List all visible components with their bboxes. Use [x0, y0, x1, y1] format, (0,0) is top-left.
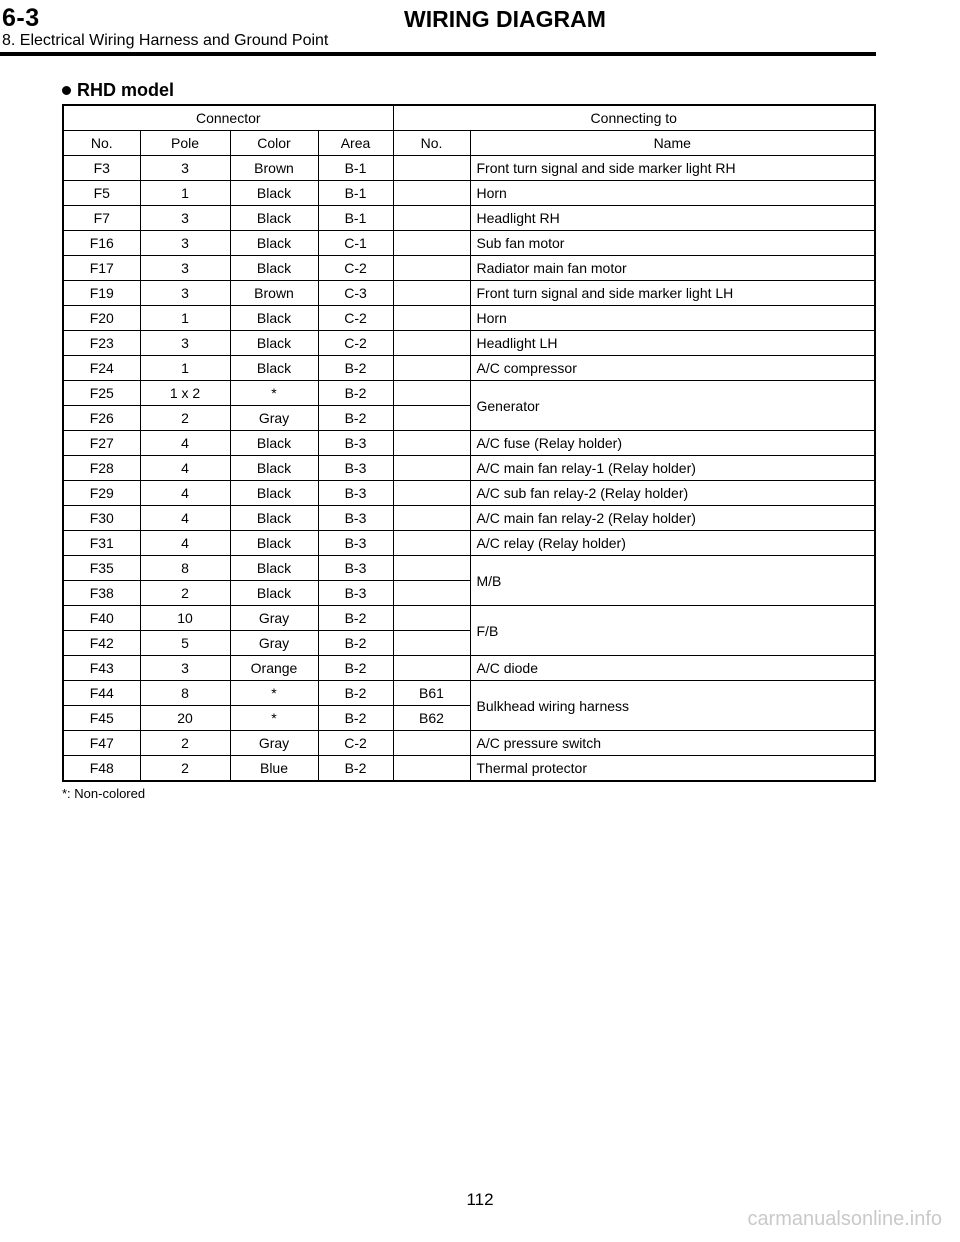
footnote: *: Non-colored: [62, 786, 146, 801]
cell-color: Black: [230, 231, 318, 256]
cell-color: Brown: [230, 281, 318, 306]
cell-to-no: [393, 281, 470, 306]
cell-area: C-1: [318, 231, 393, 256]
cell-to-no: [393, 481, 470, 506]
cell-area: B-2: [318, 606, 393, 631]
table-row: [63, 181, 875, 206]
cell-no: F17: [63, 256, 140, 281]
section-heading: [62, 80, 174, 101]
cell-area: B-3: [318, 431, 393, 456]
page-number: 112: [466, 1190, 494, 1209]
column-header-row: [63, 131, 875, 156]
cell-to-no: [393, 606, 470, 631]
cell-name: Generator: [470, 381, 875, 431]
cell-no: F7: [63, 206, 140, 231]
cell-to-no: [393, 206, 470, 231]
cell-to-no: [393, 731, 470, 756]
column-header-pole: Pole: [140, 131, 230, 156]
table-row: [63, 506, 875, 531]
cell-no: F40: [63, 606, 140, 631]
cell-to-no: [393, 306, 470, 331]
cell-name: A/C sub fan relay-2 (Relay holder): [470, 481, 875, 506]
cell-pole: 1: [140, 356, 230, 381]
cell-pole: 3: [140, 281, 230, 306]
cell-to-no: [393, 556, 470, 581]
cell-color: *: [230, 681, 318, 706]
cell-color: Black: [230, 356, 318, 381]
table-row: [63, 681, 875, 706]
cell-no: F25: [63, 381, 140, 406]
cell-to-no: [393, 431, 470, 456]
table-row: [63, 556, 875, 581]
table-row: [63, 306, 875, 331]
cell-no: F20: [63, 306, 140, 331]
table-row: [63, 381, 875, 406]
table-row: [63, 756, 875, 782]
cell-color: Black: [230, 556, 318, 581]
column-header-name: Name: [470, 131, 875, 156]
page-subtitle: 8. Electrical Wiring Harness and Ground Point: [2, 32, 329, 49]
cell-to-no: [393, 756, 470, 782]
table-row: [63, 281, 875, 306]
cell-pole: 8: [140, 681, 230, 706]
table-row: [63, 606, 875, 631]
section-heading-text: RHD model: [77, 80, 175, 100]
cell-to-no: [393, 631, 470, 656]
cell-color: Orange: [230, 656, 318, 681]
cell-to-no: [393, 406, 470, 431]
cell-name: Thermal protector: [470, 756, 875, 782]
cell-area: C-2: [318, 256, 393, 281]
cell-color: Gray: [230, 631, 318, 656]
cell-no: F38: [63, 581, 140, 606]
cell-name: F/B: [470, 606, 875, 656]
cell-area: B-3: [318, 456, 393, 481]
cell-no: F48: [63, 756, 140, 782]
page-header: [0, 0, 960, 60]
cell-no: F35: [63, 556, 140, 581]
cell-color: Black: [230, 331, 318, 356]
cell-to-no: [393, 356, 470, 381]
cell-no: F45: [63, 706, 140, 731]
cell-pole: 5: [140, 631, 230, 656]
cell-no: F29: [63, 481, 140, 506]
cell-area: B-3: [318, 581, 393, 606]
cell-pole: 4: [140, 456, 230, 481]
cell-no: F42: [63, 631, 140, 656]
cell-area: B-3: [318, 556, 393, 581]
cell-area: C-3: [318, 281, 393, 306]
cell-name: A/C main fan relay-2 (Relay holder): [470, 506, 875, 531]
cell-color: Black: [230, 306, 318, 331]
cell-pole: 3: [140, 206, 230, 231]
table-row: [63, 456, 875, 481]
cell-no: F44: [63, 681, 140, 706]
table-row: [63, 481, 875, 506]
cell-pole: 2: [140, 731, 230, 756]
cell-pole: 20: [140, 706, 230, 731]
cell-no: F30: [63, 506, 140, 531]
cell-pole: 3: [140, 156, 230, 181]
cell-to-no: [393, 231, 470, 256]
cell-name: Sub fan motor: [470, 231, 875, 256]
table-row: [63, 731, 875, 756]
table-row: [63, 531, 875, 556]
cell-area: B-2: [318, 406, 393, 431]
cell-no: F26: [63, 406, 140, 431]
cell-pole: 1 x 2: [140, 381, 230, 406]
cell-color: Black: [230, 181, 318, 206]
cell-pole: 3: [140, 256, 230, 281]
cell-color: Gray: [230, 731, 318, 756]
cell-color: Black: [230, 481, 318, 506]
cell-area: C-2: [318, 331, 393, 356]
cell-area: B-1: [318, 156, 393, 181]
cell-no: F16: [63, 231, 140, 256]
cell-color: Black: [230, 531, 318, 556]
cell-pole: 3: [140, 331, 230, 356]
header-rule: [0, 52, 876, 56]
cell-no: F27: [63, 431, 140, 456]
table-row: [63, 431, 875, 456]
cell-pole: 3: [140, 656, 230, 681]
cell-no: F24: [63, 356, 140, 381]
cell-name: A/C compressor: [470, 356, 875, 381]
table-row: [63, 206, 875, 231]
cell-to-no: [393, 506, 470, 531]
cell-pole: 3: [140, 231, 230, 256]
cell-color: Black: [230, 581, 318, 606]
cell-pole: 4: [140, 481, 230, 506]
cell-to-no: [393, 656, 470, 681]
cell-pole: 4: [140, 506, 230, 531]
group-header-row: [63, 105, 875, 131]
cell-name: Front turn signal and side marker light RH: [470, 156, 875, 181]
cell-color: Gray: [230, 606, 318, 631]
cell-area: B-2: [318, 681, 393, 706]
column-header-no: No.: [63, 131, 140, 156]
cell-pole: 1: [140, 306, 230, 331]
cell-pole: 2: [140, 581, 230, 606]
cell-name: A/C diode: [470, 656, 875, 681]
cell-color: Black: [230, 206, 318, 231]
cell-no: F31: [63, 531, 140, 556]
table-row: [63, 256, 875, 281]
cell-name: A/C main fan relay-1 (Relay holder): [470, 456, 875, 481]
cell-name: Headlight RH: [470, 206, 875, 231]
cell-color: Gray: [230, 406, 318, 431]
table-row: [63, 331, 875, 356]
cell-color: Brown: [230, 156, 318, 181]
group-header-connector: Connector: [63, 105, 393, 131]
connector-table: [62, 104, 876, 782]
cell-name: A/C relay (Relay holder): [470, 531, 875, 556]
cell-name: A/C fuse (Relay holder): [470, 431, 875, 456]
cell-area: B-2: [318, 656, 393, 681]
cell-to-no: [393, 331, 470, 356]
cell-name: Front turn signal and side marker light LH: [470, 281, 875, 306]
column-header-to-no: No.: [393, 131, 470, 156]
cell-no: F19: [63, 281, 140, 306]
cell-to-no: [393, 581, 470, 606]
cell-to-no: [393, 256, 470, 281]
table-row: [63, 156, 875, 181]
cell-area: B-3: [318, 506, 393, 531]
cell-area: B-1: [318, 181, 393, 206]
column-header-color: Color: [230, 131, 318, 156]
cell-no: F43: [63, 656, 140, 681]
cell-no: F3: [63, 156, 140, 181]
cell-to-no: [393, 181, 470, 206]
cell-name: Radiator main fan motor: [470, 256, 875, 281]
cell-to-no: [393, 456, 470, 481]
cell-to-no: B61: [393, 681, 470, 706]
cell-to-no: [393, 381, 470, 406]
cell-no: F5: [63, 181, 140, 206]
cell-pole: 4: [140, 531, 230, 556]
cell-area: B-2: [318, 706, 393, 731]
cell-area: C-2: [318, 306, 393, 331]
cell-name: M/B: [470, 556, 875, 606]
cell-color: Black: [230, 506, 318, 531]
cell-area: B-2: [318, 381, 393, 406]
cell-pole: 1: [140, 181, 230, 206]
cell-color: Black: [230, 256, 318, 281]
section-number: 6-3: [2, 4, 40, 32]
cell-color: Black: [230, 431, 318, 456]
cell-pole: 4: [140, 431, 230, 456]
bullet-icon: [62, 86, 71, 95]
cell-pole: 2: [140, 756, 230, 782]
cell-name: Horn: [470, 306, 875, 331]
table-row: [63, 231, 875, 256]
cell-area: B-3: [318, 531, 393, 556]
cell-area: B-2: [318, 631, 393, 656]
column-header-area: Area: [318, 131, 393, 156]
cell-area: B-2: [318, 756, 393, 782]
cell-pole: 10: [140, 606, 230, 631]
group-header-connecting-to: Connecting to: [393, 105, 875, 131]
cell-area: B-2: [318, 356, 393, 381]
cell-pole: 8: [140, 556, 230, 581]
cell-name: A/C pressure switch: [470, 731, 875, 756]
cell-name: Headlight LH: [470, 331, 875, 356]
watermark: carmanualsonline.info: [747, 1208, 942, 1230]
connector-table-body: [63, 156, 875, 782]
cell-color: Blue: [230, 756, 318, 782]
cell-no: F47: [63, 731, 140, 756]
table-row: [63, 356, 875, 381]
cell-to-no: [393, 531, 470, 556]
cell-name: Horn: [470, 181, 875, 206]
cell-area: B-1: [318, 206, 393, 231]
cell-color: *: [230, 381, 318, 406]
cell-to-no: [393, 156, 470, 181]
cell-no: F23: [63, 331, 140, 356]
cell-to-no: B62: [393, 706, 470, 731]
cell-area: B-3: [318, 481, 393, 506]
cell-color: *: [230, 706, 318, 731]
cell-pole: 2: [140, 406, 230, 431]
cell-no: F28: [63, 456, 140, 481]
cell-color: Black: [230, 456, 318, 481]
table-row: [63, 656, 875, 681]
page-title: WIRING DIAGRAM: [404, 6, 606, 32]
cell-area: C-2: [318, 731, 393, 756]
cell-name: Bulkhead wiring harness: [470, 681, 875, 731]
